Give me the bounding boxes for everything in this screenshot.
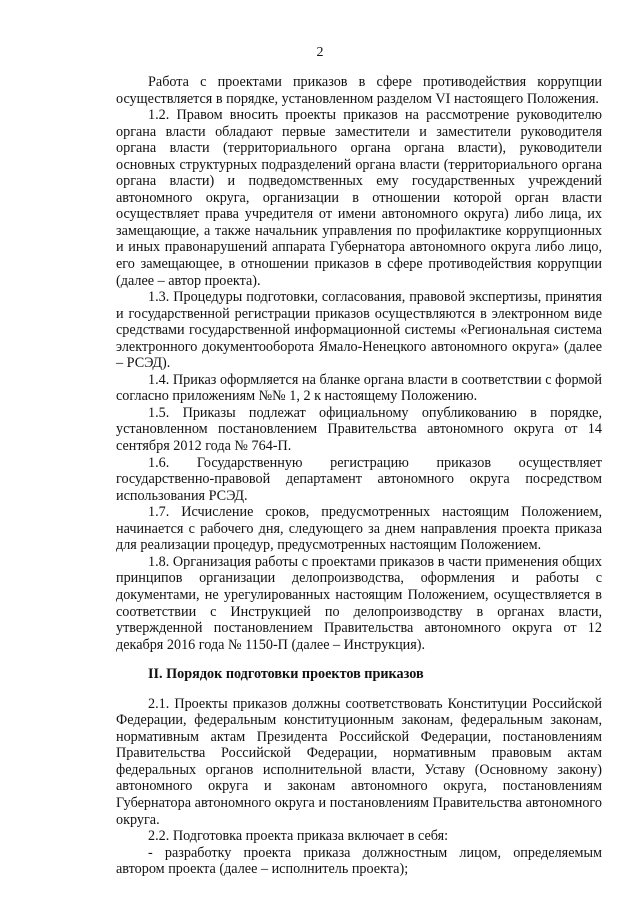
spacer: [116, 653, 602, 666]
paragraph-1-8: 1.8. Организация работы с проектами приказов в части применения общих принципов организации делопроизводства, оформления и работы с документами, не урегулированных настоящим Положением, осуществляется в соответствии с Инструкцией по делопроизводству в органах власти, утвержденной постановлением Правительства автономного округа от 12 декабря 2016 года № 1150-П (далее – Инструкция).: [116, 553, 602, 653]
paragraph-1-7: 1.7. Исчисление сроков, предусмотренных настоящим Положением, начинается с рабочего дня, следующего за днем направления проекта приказа для реализации процедур, предусмотренных настоящим Положением.: [116, 504, 602, 554]
paragraph-1-2: 1.2. Правом вносить проекты приказов на рассмотрение руководителю органа власти обладают первые заместители и заместители руководителя органа власти (территориального органа органа власти), руководители основных структурных подразделений органа власти (территориального органа органа власти) и подведомственных ему государственных учреждений автономного округа, организации в отношении которой орган власти осуществляет права учредителя от имени автономного округа) либо лица, их замещающие, а также начальник управления по профилактике коррупционных и иных правонарушений аппарата Губернатора автономного округа либо лицо, его замещающее, в отношении приказов в сфере противодействия коррупции (далее – автор проекта).: [116, 107, 602, 289]
paragraph-1-4: 1.4. Приказ оформляется на бланке органа власти в соответствии с формой согласно приложениям №№ 1, 2 к настоящему Положению.: [116, 371, 602, 405]
list-item: - разработку проекта приказа должностным лицом, определяемым автором проекта (далее – исполнитель проекта);: [116, 844, 602, 878]
paragraph-2-1: 2.1. Проекты приказов должны соответствовать Конституции Российской Федерации, федеральным конституционным законам, федеральным законам, нормативным актам Президента Российской Федерации, постановлениям Правительства Российской Федерации, нормативным правовым актам федеральных органов исполнительной власти, Уставу (Основному закону) автономного округа и законам автономного округа, постановлениям Губернатора автономного округа и постановлениям Правительства автономного округа.: [116, 695, 602, 828]
page-number: 2: [316, 45, 324, 60]
spacer: [116, 683, 602, 696]
paragraph-1-6: 1.6. Государственную регистрацию приказов осуществляет государственно-правовой департамент автономного округа посредством использования РСЭД.: [116, 454, 602, 504]
paragraph-2-2: 2.2. Подготовка проекта приказа включает в себя:: [148, 828, 449, 845]
paragraph: Работа с проектами приказов в сфере противодействия коррупции осуществляется в порядке, установленном разделом VI настоящего Положения.: [116, 74, 602, 107]
paragraph-1-3: 1.3. Процедуры подготовки, согласования, правовой экспертизы, принятия и государственной регистрации приказов осуществляются в электронном виде средствами государственной информационной системы «Региональная система электронного документооборота Ямало-Ненецкого автономного округа» (далее – РСЭД).: [116, 289, 602, 372]
section-heading: II. Порядок подготовки проектов приказов: [148, 666, 424, 683]
document-body: [116, 74, 602, 878]
paragraph-1-5: 1.5. Приказы подлежат официальному опубликованию в порядке, установленном постановлением Правительства автономного округа от 14 сентября 2012 года № 764-П.: [116, 404, 602, 455]
